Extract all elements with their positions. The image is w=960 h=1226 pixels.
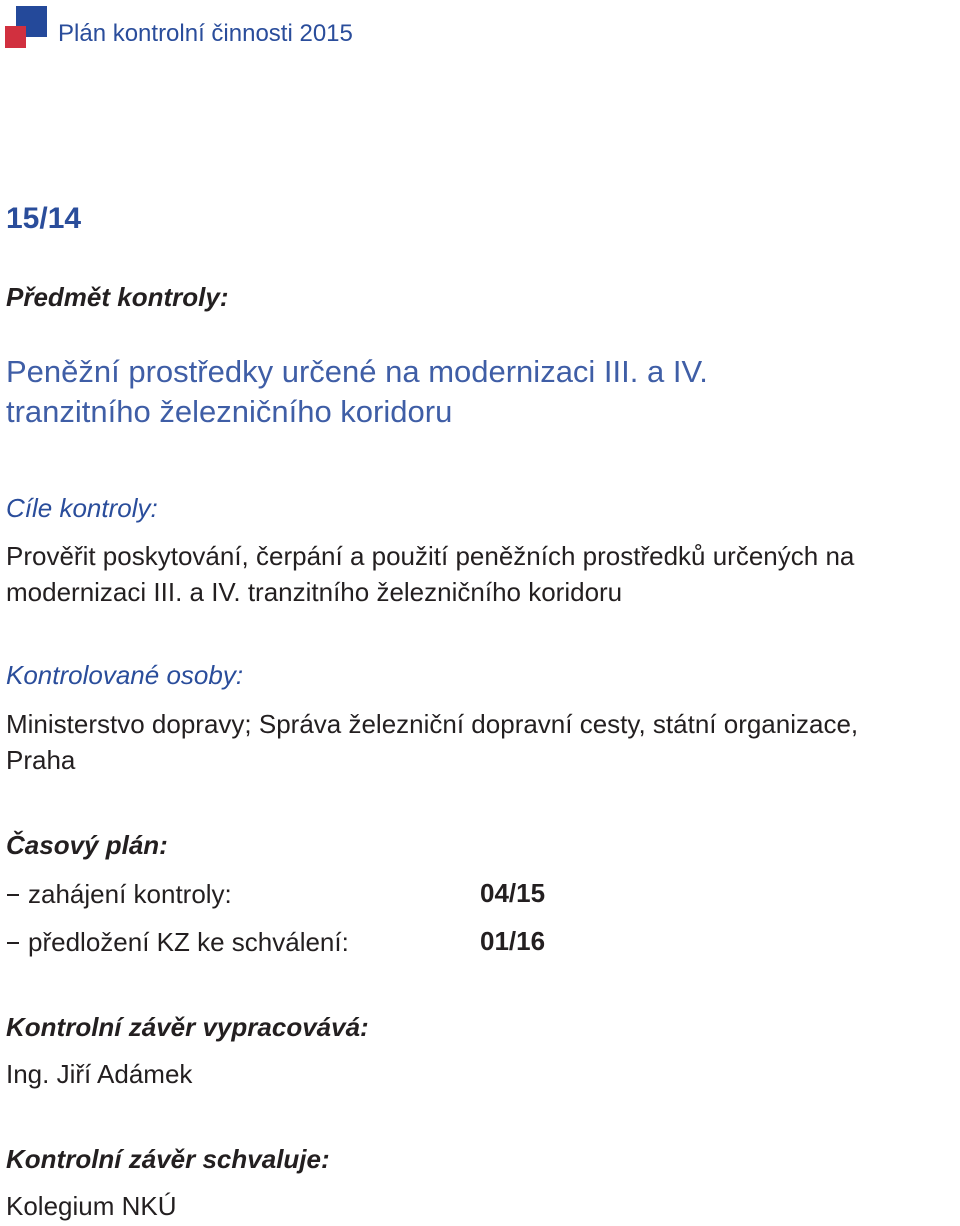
approved-by-label: Kontrolní závěr schvaluje:: [6, 1144, 330, 1174]
nku-logo: [5, 6, 47, 48]
objectives-line-2: modernizaci III. a IV. tranzitního železničního koridoru: [6, 577, 623, 607]
persons-line-2: Praha: [6, 745, 76, 775]
schedule-item-value: 01/16: [480, 926, 546, 956]
schedule-item-label: zahájení kontroly:: [28, 879, 232, 909]
schedule-label: Časový plán:: [6, 830, 168, 860]
audit-code: 15/14: [6, 202, 82, 235]
subject-line-1: Peněžní prostředky určené na modernizaci III. a IV.: [6, 354, 708, 389]
subject-line-2: tranzitního železničního koridoru: [6, 394, 453, 429]
approved-by-value: Kolegium NKÚ: [6, 1191, 177, 1221]
schedule-item-value: 04/15: [480, 878, 546, 908]
prepared-by-label: Kontrolní závěr vypracovává:: [6, 1012, 369, 1042]
subject-label: Předmět kontroly:: [6, 282, 229, 312]
dash-bullet: [7, 894, 19, 896]
header-title: Plán kontrolní činnosti 2015: [58, 20, 353, 47]
persons-line-1: Ministerstvo dopravy; Správa železniční dopravní cesty, státní organizace,: [6, 709, 859, 739]
logo-red-square: [5, 26, 26, 48]
prepared-by-value: Ing. Jiří Adámek: [6, 1059, 193, 1089]
persons-label: Kontrolované osoby:: [6, 660, 244, 690]
objectives-line-1: Prověřit poskytování, čerpání a použití peněžních prostředků určených na: [6, 541, 855, 571]
schedule-item-label: předložení KZ ke schválení:: [28, 927, 349, 957]
objectives-label: Cíle kontroly:: [6, 493, 158, 523]
dash-bullet: [7, 942, 19, 944]
